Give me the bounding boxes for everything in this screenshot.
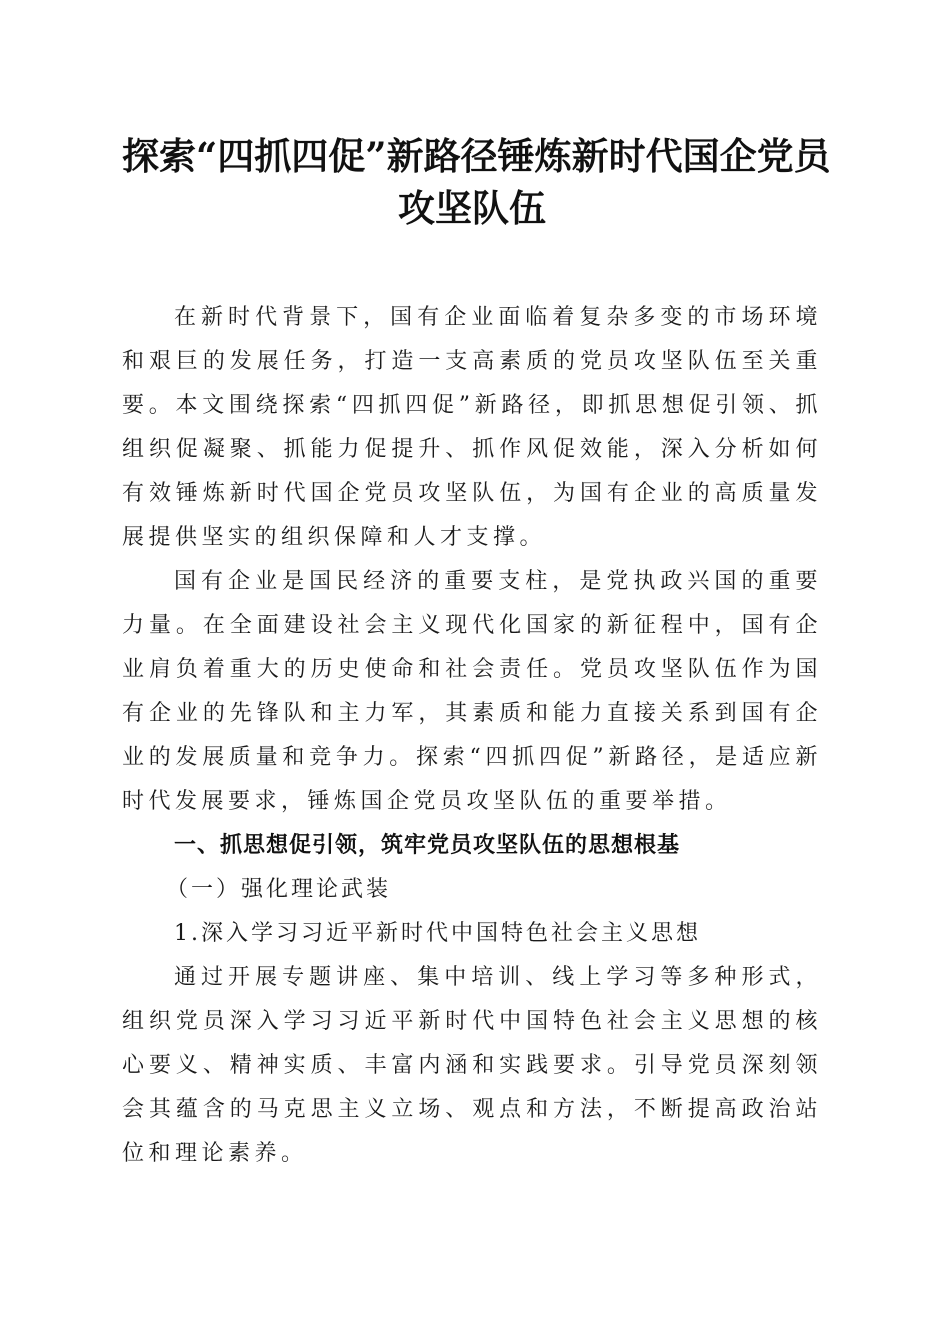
- document-body: [122, 296, 822, 1176]
- document-title: [122, 130, 831, 234]
- background-paragraph: 国有企业是国民经济的重要支柱，是党执政兴国的重要力量。在全面建设社会主义现代化国家的新征程中，国有企业肩负着重大的历史使命和社会责任。党员攻坚队伍作为国有企业的先锋队和主力军，其素质和能力直接关系到国有企业的发展质量和竞争力。探索“四抓四促”新路径，是适应新时代发展要求，锤炼国企党员攻坚队伍的重要举措。: [122, 569, 822, 814]
- section-heading: 一、抓思想促引领，筑牢党员攻坚队伍的思想根基: [174, 833, 681, 858]
- title-line-1: 探索“四抓四促”新路径锤炼新时代国企党员: [122, 134, 831, 178]
- subsection-heading: （一）强化理论武装: [166, 877, 392, 902]
- title-line-2: 攻坚队伍: [398, 186, 546, 230]
- item-heading: 1.深入学习习近平新时代中国特色社会主义思想: [174, 921, 701, 946]
- intro-paragraph: 在新时代背景下，国有企业面临着复杂多变的市场环境和艰巨的发展任务，打造一支高素质的党员攻坚队伍至关重要。本文围绕探索“四抓四促”新路径，即抓思想促引领、抓组织促凝聚、抓能力促提升、抓作风促效能，深入分析如何有效锤炼新时代国企党员攻坚队伍，为国有企业的高质量发展提供坚实的组织保障和人才支撑。: [122, 305, 822, 550]
- item-paragraph: 通过开展专题讲座、集中培训、线上学习等多种形式，组织党员深入学习习近平新时代中国特色社会主义思想的核心要义、精神实质、丰富内涵和实践要求。引导党员深刻领会其蕴含的马克思主义立场、观点和方法，不断提高政治站位和理论素养。: [122, 965, 822, 1166]
